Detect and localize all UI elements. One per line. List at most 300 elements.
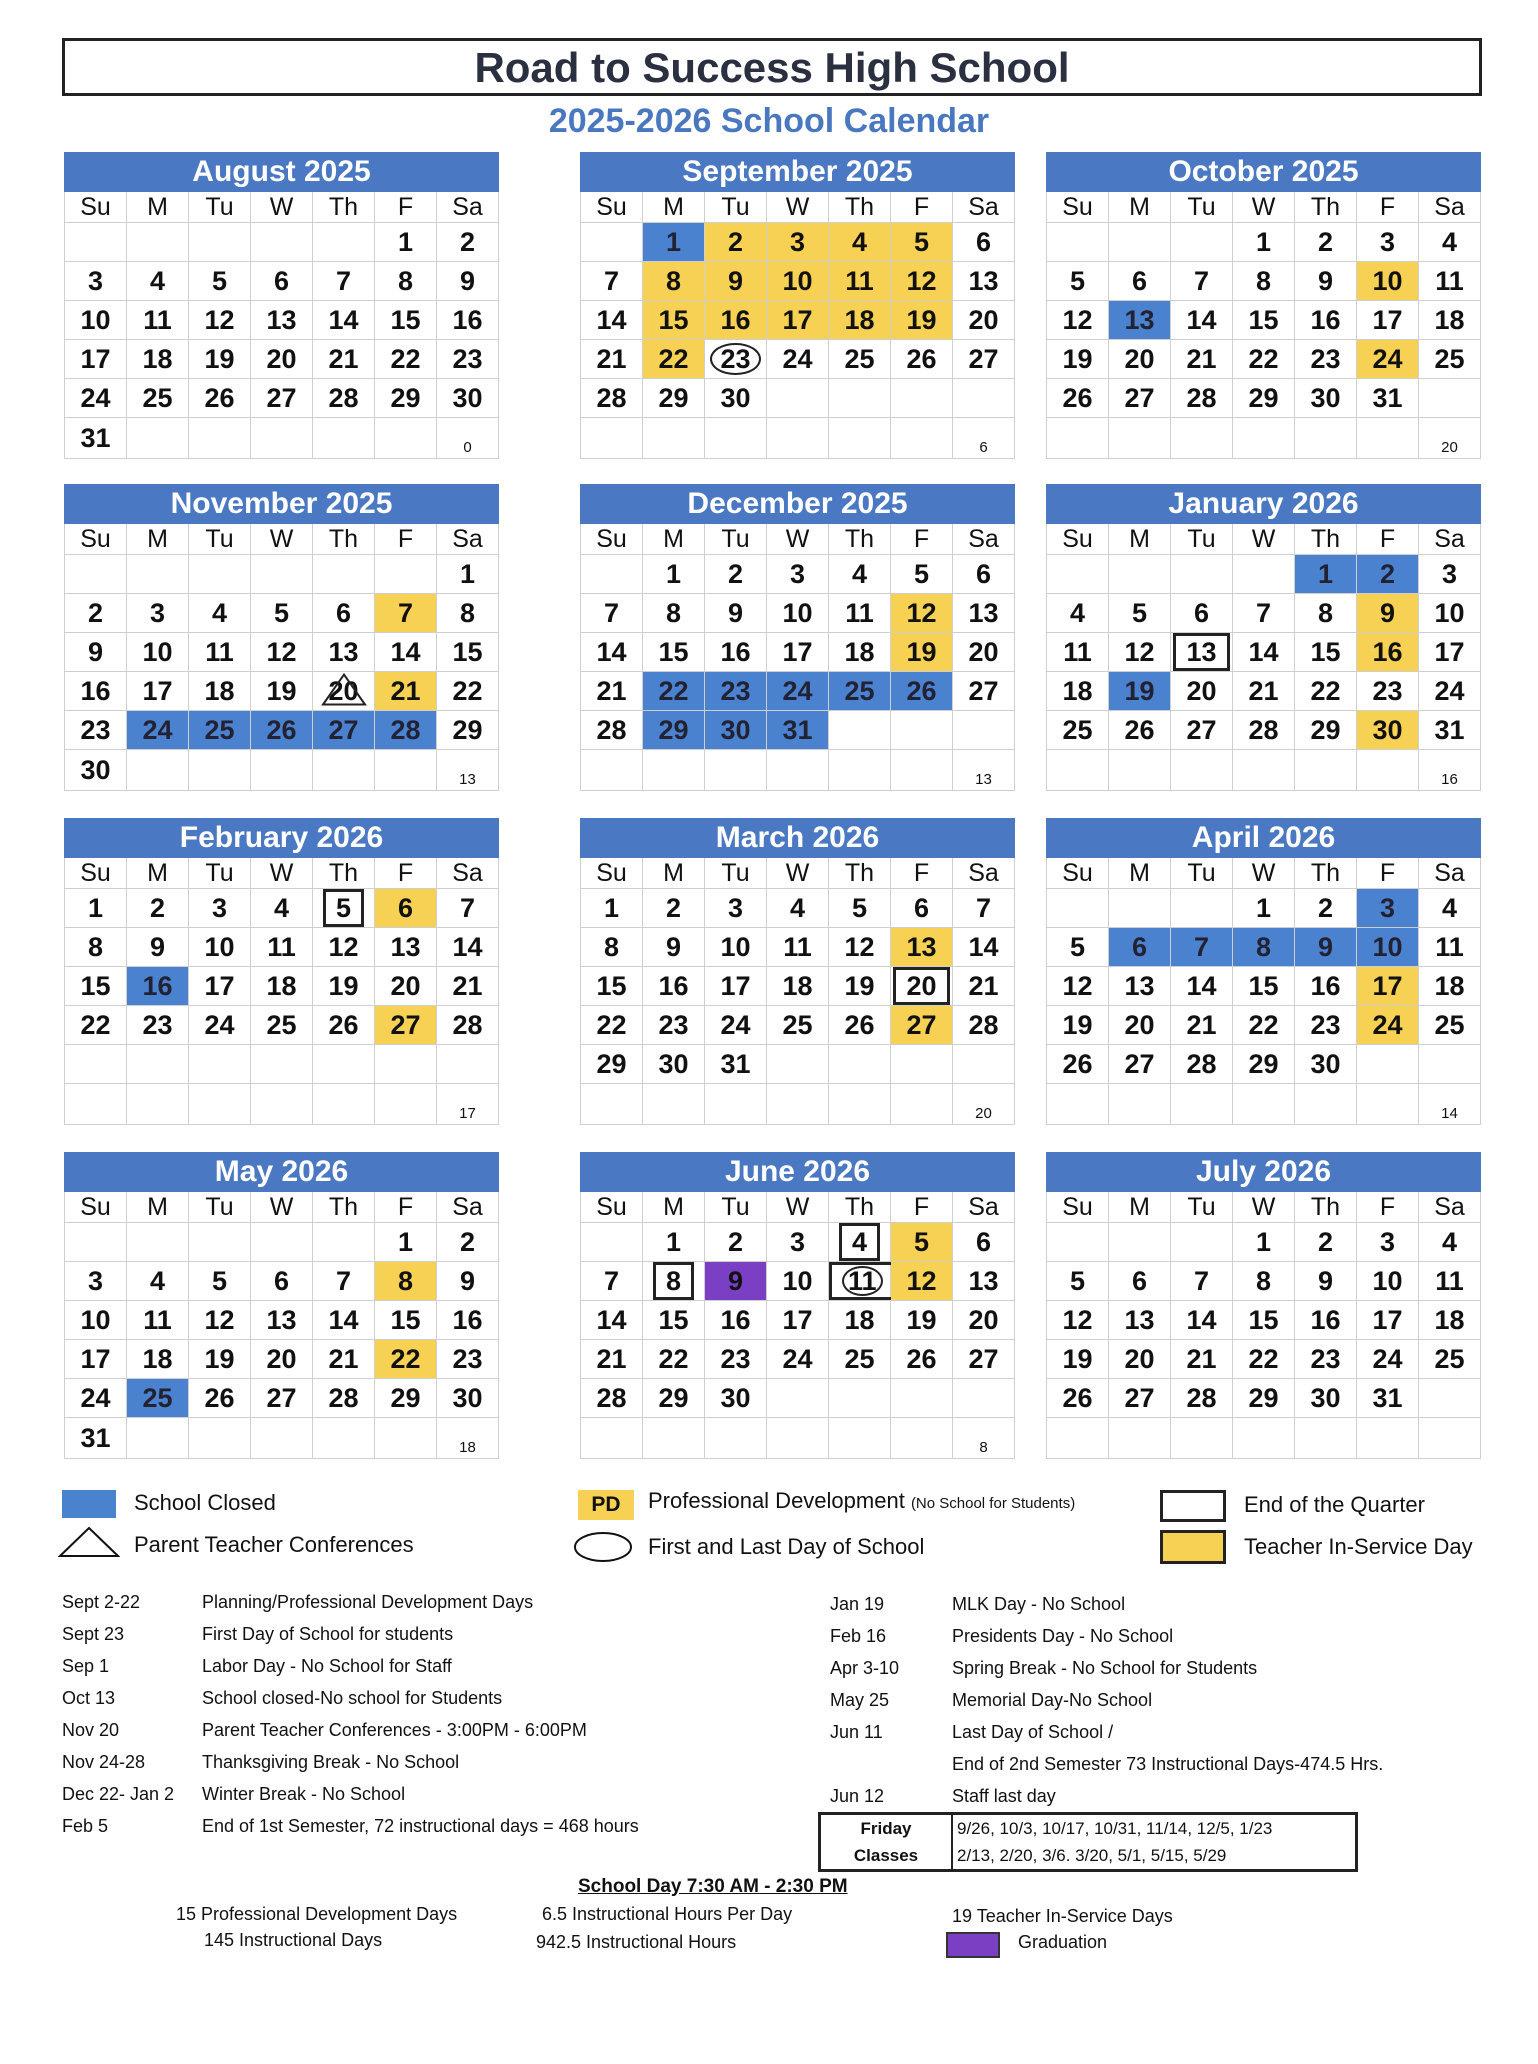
day-number: 16	[1310, 970, 1341, 1001]
day-number: 18	[782, 970, 813, 1001]
empty-cell	[313, 555, 375, 594]
weekday-header: Tu	[705, 192, 767, 223]
day-number: 13	[968, 265, 999, 296]
day-cell	[1357, 1340, 1419, 1379]
day-cell	[1047, 928, 1109, 967]
day-number: 20	[1124, 1009, 1155, 1040]
empty-cell	[1171, 223, 1233, 262]
day-cell	[313, 633, 375, 672]
month-table	[1046, 858, 1481, 1125]
day-cell	[1233, 1301, 1295, 1340]
day-number: 19	[906, 1304, 937, 1335]
empty-cell	[313, 1045, 375, 1084]
day-number: 5	[913, 1226, 930, 1257]
day-cell	[1357, 379, 1419, 418]
day-cell	[189, 594, 251, 633]
note-row	[830, 1748, 1510, 1780]
empty-cell	[313, 223, 375, 262]
day-cell	[953, 889, 1015, 928]
day-cell	[581, 594, 643, 633]
day-number: 4	[1441, 892, 1458, 923]
day-number: 27	[1124, 1382, 1155, 1413]
instructional-day-count: 14	[1419, 1084, 1481, 1125]
day-cell	[891, 672, 953, 711]
day-number: 29	[452, 714, 483, 745]
day-number: 29	[390, 1382, 421, 1413]
day-cell	[767, 1262, 829, 1301]
day-cell	[437, 967, 499, 1006]
note-text: Labor Day - No School for Staff	[202, 1656, 452, 1676]
note-date: Dec 22- Jan 2	[62, 1784, 175, 1804]
day-cell	[581, 711, 643, 750]
day-number: 25	[782, 1009, 813, 1040]
pd-note: (No School for Students)	[910, 1495, 1076, 1512]
day-cell	[65, 1379, 127, 1418]
day-cell	[1171, 967, 1233, 1006]
day-number: 20	[893, 967, 949, 1005]
empty-cell	[643, 750, 705, 791]
day-cell	[953, 223, 1015, 262]
note-row	[62, 1650, 782, 1682]
day-number: 30	[658, 1048, 689, 1079]
legend-closed-label: School Closed	[134, 1490, 276, 1515]
empty-cell	[705, 1418, 767, 1459]
day-number: 16	[142, 970, 173, 1001]
day-number: 21	[596, 1343, 627, 1374]
day-cell	[127, 711, 189, 750]
day-cell	[1357, 928, 1419, 967]
empty-cell	[1047, 750, 1109, 791]
day-number: 6	[273, 265, 290, 296]
day-cell	[1171, 1340, 1233, 1379]
month-title: June 2026	[580, 1152, 1015, 1192]
day-cell	[1357, 1006, 1419, 1045]
empty-cell	[251, 223, 313, 262]
day-number: 2	[1379, 558, 1396, 589]
day-number: 11	[143, 1304, 172, 1335]
day-cell	[1295, 379, 1357, 418]
day-number: 19	[906, 636, 937, 667]
empty-cell	[1233, 750, 1295, 791]
day-number: 31	[1372, 1382, 1403, 1413]
day-cell	[705, 633, 767, 672]
day-cell	[437, 262, 499, 301]
day-cell	[251, 340, 313, 379]
day-number: 10	[782, 265, 813, 296]
month-november-2025	[64, 484, 499, 791]
day-cell	[65, 1262, 127, 1301]
day-cell	[1419, 1262, 1481, 1301]
weekday-header: Su	[1047, 192, 1109, 223]
ptc-triangle-icon	[321, 672, 367, 708]
empty-cell	[891, 711, 953, 750]
day-number: 17	[204, 970, 235, 1001]
day-number: 8	[665, 265, 682, 296]
day-cell	[437, 1340, 499, 1379]
day-cell	[1233, 928, 1295, 967]
empty-cell	[127, 223, 189, 262]
day-cell	[375, 633, 437, 672]
month-table	[1046, 192, 1481, 459]
day-number: 10	[1434, 597, 1465, 628]
day-number: 15	[1248, 1304, 1279, 1335]
month-table	[1046, 524, 1481, 791]
day-cell	[127, 967, 189, 1006]
day-cell	[829, 889, 891, 928]
day-cell	[1295, 967, 1357, 1006]
day-cell	[251, 928, 313, 967]
day-cell	[891, 633, 953, 672]
day-cell	[581, 301, 643, 340]
day-number: 24	[80, 1382, 111, 1413]
day-cell	[65, 928, 127, 967]
day-number: 6	[975, 1226, 992, 1257]
day-number: 8	[665, 597, 682, 628]
month-title: October 2025	[1046, 152, 1481, 192]
day-cell	[1171, 1301, 1233, 1340]
month-march-2026	[580, 818, 1015, 1125]
day-number: 7	[1255, 597, 1272, 628]
day-cell	[1419, 889, 1481, 928]
day-number: 18	[142, 1343, 173, 1374]
day-number: 9	[1317, 931, 1334, 962]
weekday-header: Su	[1047, 858, 1109, 889]
weekday-header: F	[1357, 1192, 1419, 1223]
month-april-2026	[1046, 818, 1481, 1125]
day-number: 2	[727, 226, 744, 257]
empty-cell	[65, 1045, 127, 1084]
day-number: 22	[390, 1343, 421, 1374]
weekday-header: Tu	[189, 858, 251, 889]
day-number: 30	[1310, 1048, 1341, 1079]
day-cell	[581, 928, 643, 967]
empty-cell	[891, 750, 953, 791]
day-cell	[581, 672, 643, 711]
day-number: 21	[1186, 1343, 1217, 1374]
day-number: 10	[1372, 265, 1403, 296]
day-number: 25	[844, 675, 875, 706]
day-number: 12	[204, 304, 235, 335]
note-text: Spring Break - No School for Students	[952, 1658, 1258, 1678]
day-number: 25	[1434, 343, 1465, 374]
day-number: 9	[1317, 265, 1334, 296]
note-date: Sep 1	[62, 1656, 110, 1676]
day-number: 10	[782, 1265, 813, 1296]
weekday-header: M	[127, 524, 189, 555]
day-number: 28	[452, 1009, 483, 1040]
day-cell	[251, 262, 313, 301]
day-cell	[189, 672, 251, 711]
day-number: 17	[782, 1304, 813, 1335]
empty-cell	[127, 750, 189, 791]
empty-cell	[705, 750, 767, 791]
legend-inservice-label: Teacher In-Service Day	[1244, 1534, 1473, 1559]
day-number: 11	[143, 304, 172, 335]
day-number: 18	[1434, 970, 1465, 1001]
month-table	[1046, 1192, 1481, 1459]
weekday-header: Su	[65, 192, 127, 223]
day-number: 1	[665, 226, 682, 257]
day-cell	[127, 594, 189, 633]
day-number: 16	[720, 304, 751, 335]
weekday-header: Tu	[189, 524, 251, 555]
day-number: 26	[1062, 1382, 1093, 1413]
day-number: 12	[1062, 304, 1093, 335]
weekday-header: Sa	[1419, 858, 1481, 889]
day-cell	[953, 1006, 1015, 1045]
weekday-header: M	[1109, 858, 1171, 889]
empty-cell	[829, 379, 891, 418]
weekday-header: M	[1109, 1192, 1171, 1223]
day-number: 24	[142, 714, 173, 745]
month-table	[64, 1192, 499, 1459]
day-number: 30	[1372, 714, 1403, 745]
day-cell	[375, 594, 437, 633]
month-august-2025	[64, 152, 499, 459]
empty-cell	[891, 418, 953, 459]
day-number: 7	[459, 892, 476, 923]
day-cell	[127, 379, 189, 418]
day-cell	[65, 633, 127, 672]
day-number: 29	[390, 382, 421, 413]
weekday-header: M	[127, 1192, 189, 1223]
day-number: 23	[1372, 675, 1403, 706]
day-cell	[437, 889, 499, 928]
day-cell	[767, 1223, 829, 1262]
day-cell	[891, 340, 953, 379]
day-number: 22	[658, 1343, 689, 1374]
empty-cell	[1109, 1084, 1171, 1125]
day-number: 9	[87, 636, 104, 667]
day-cell	[189, 928, 251, 967]
empty-cell	[1171, 418, 1233, 459]
empty-cell	[1357, 1045, 1419, 1084]
day-cell	[643, 1045, 705, 1084]
day-cell	[1419, 1340, 1481, 1379]
day-number: 5	[1069, 1265, 1086, 1296]
day-cell	[1357, 1262, 1419, 1301]
empty-cell	[1047, 889, 1109, 928]
day-number: 30	[720, 382, 751, 413]
weekday-header: M	[1109, 524, 1171, 555]
empty-cell	[1295, 1084, 1357, 1125]
day-number: 14	[1248, 636, 1279, 667]
day-cell	[1047, 594, 1109, 633]
weekday-header: F	[1357, 524, 1419, 555]
empty-cell	[65, 1223, 127, 1262]
day-number: 28	[596, 1382, 627, 1413]
day-cell	[1295, 340, 1357, 379]
empty-cell	[953, 711, 1015, 750]
day-number: 30	[452, 1382, 483, 1413]
weekday-header: Th	[829, 192, 891, 223]
empty-cell	[127, 1045, 189, 1084]
weekday-header: Sa	[437, 1192, 499, 1223]
day-cell	[705, 1262, 767, 1301]
day-cell	[643, 1379, 705, 1418]
day-cell	[1233, 889, 1295, 928]
day-number: 31	[1372, 382, 1403, 413]
day-cell	[643, 223, 705, 262]
day-number: 16	[720, 636, 751, 667]
day-cell	[1233, 379, 1295, 418]
day-cell	[437, 1262, 499, 1301]
day-cell	[1419, 1301, 1481, 1340]
day-cell	[65, 750, 127, 791]
day-cell	[1171, 1006, 1233, 1045]
day-number: 9	[149, 931, 166, 962]
note-row	[62, 1682, 782, 1714]
note-row	[62, 1618, 782, 1650]
month-title: April 2026	[1046, 818, 1481, 858]
day-number: 25	[266, 1009, 297, 1040]
weekday-header: M	[127, 192, 189, 223]
note-row	[830, 1684, 1510, 1716]
day-number: 20	[968, 1304, 999, 1335]
day-number: 15	[390, 1304, 421, 1335]
day-cell	[1171, 633, 1233, 672]
day-cell	[1109, 594, 1171, 633]
day-number: 10	[1372, 1265, 1403, 1296]
day-number: 18	[1434, 304, 1465, 335]
day-number: 13	[328, 636, 359, 667]
month-title: November 2025	[64, 484, 499, 524]
note-row	[830, 1620, 1510, 1652]
day-number: 22	[658, 675, 689, 706]
day-cell	[1047, 301, 1109, 340]
instructional-day-count: 20	[1419, 418, 1481, 459]
empty-cell	[1171, 1084, 1233, 1125]
day-number: 10	[1372, 931, 1403, 962]
day-number: 24	[1372, 1343, 1403, 1374]
day-cell	[375, 1006, 437, 1045]
weekday-header: Th	[313, 858, 375, 889]
weekday-header: W	[1233, 858, 1295, 889]
day-number: 8	[1255, 931, 1272, 962]
empty-cell	[1171, 1418, 1233, 1459]
empty-cell	[127, 555, 189, 594]
classes-label: Classes	[853, 1846, 919, 1865]
day-number: 15	[658, 636, 689, 667]
weekday-header: Tu	[1171, 858, 1233, 889]
day-number: 14	[596, 304, 627, 335]
day-number: 21	[1186, 1009, 1217, 1040]
day-number: 28	[968, 1009, 999, 1040]
day-number: 21	[596, 343, 627, 374]
empty-cell	[313, 418, 375, 459]
day-number: 10	[204, 931, 235, 962]
weekday-header: Sa	[437, 524, 499, 555]
day-cell	[1109, 633, 1171, 672]
day-cell	[767, 223, 829, 262]
empty-cell	[189, 1418, 251, 1459]
note-row	[830, 1588, 1510, 1620]
day-cell	[705, 1340, 767, 1379]
day-cell	[1109, 711, 1171, 750]
day-number: 21	[1248, 675, 1279, 706]
weekday-header: Tu	[189, 192, 251, 223]
day-cell	[375, 340, 437, 379]
day-number: 25	[844, 1343, 875, 1374]
day-cell	[1295, 1262, 1357, 1301]
day-cell	[375, 1262, 437, 1301]
day-cell	[1295, 1340, 1357, 1379]
day-cell	[127, 1301, 189, 1340]
day-cell	[643, 889, 705, 928]
day-number: 2	[459, 1226, 476, 1257]
day-cell	[1171, 672, 1233, 711]
day-cell	[313, 672, 375, 711]
day-cell	[1357, 223, 1419, 262]
day-cell	[953, 594, 1015, 633]
day-cell	[1357, 262, 1419, 301]
day-cell	[581, 340, 643, 379]
day-number: 23	[658, 1009, 689, 1040]
day-cell	[1171, 340, 1233, 379]
instructional-day-count: 0	[437, 418, 499, 459]
day-cell	[705, 889, 767, 928]
empty-cell	[891, 1084, 953, 1125]
day-number: 2	[727, 1226, 744, 1257]
note-date: Nov 24-28	[62, 1752, 146, 1772]
day-cell	[581, 1262, 643, 1301]
day-cell	[643, 1223, 705, 1262]
empty-cell	[65, 555, 127, 594]
day-cell	[251, 672, 313, 711]
note-date: Nov 20	[62, 1720, 120, 1740]
day-cell	[189, 1006, 251, 1045]
day-cell	[251, 594, 313, 633]
day-number: 25	[1062, 714, 1093, 745]
month-december-2025	[580, 484, 1015, 791]
empty-cell	[643, 418, 705, 459]
day-cell	[1233, 340, 1295, 379]
day-cell	[643, 928, 705, 967]
day-number: 20	[1124, 343, 1155, 374]
empty-cell	[1233, 555, 1295, 594]
day-cell	[891, 928, 953, 967]
day-number: 1	[397, 1226, 414, 1257]
day-cell	[1109, 1262, 1171, 1301]
day-cell	[251, 633, 313, 672]
empty-cell	[643, 1418, 705, 1459]
day-number: 31	[1434, 714, 1465, 745]
empty-cell	[375, 418, 437, 459]
legend-pd-label	[648, 1488, 1075, 1514]
day-number: 6	[1193, 597, 1210, 628]
day-cell	[891, 889, 953, 928]
day-cell	[581, 889, 643, 928]
day-number: 14	[596, 636, 627, 667]
empty-cell	[829, 1418, 891, 1459]
month-title: May 2026	[64, 1152, 499, 1192]
day-cell	[643, 262, 705, 301]
day-cell	[953, 928, 1015, 967]
day-cell	[1233, 1262, 1295, 1301]
day-number: 2	[1317, 892, 1334, 923]
day-number: 13	[266, 1304, 297, 1335]
day-number: 27	[266, 1382, 297, 1413]
day-number: 1	[87, 892, 104, 923]
day-cell	[1233, 967, 1295, 1006]
note-text: Staff last day	[952, 1786, 1056, 1806]
weekday-header: M	[643, 1192, 705, 1223]
friday-label-cell	[821, 1815, 953, 1869]
day-number: 7	[1193, 265, 1210, 296]
day-number: 16	[452, 304, 483, 335]
day-cell	[313, 1301, 375, 1340]
empty-cell	[767, 418, 829, 459]
